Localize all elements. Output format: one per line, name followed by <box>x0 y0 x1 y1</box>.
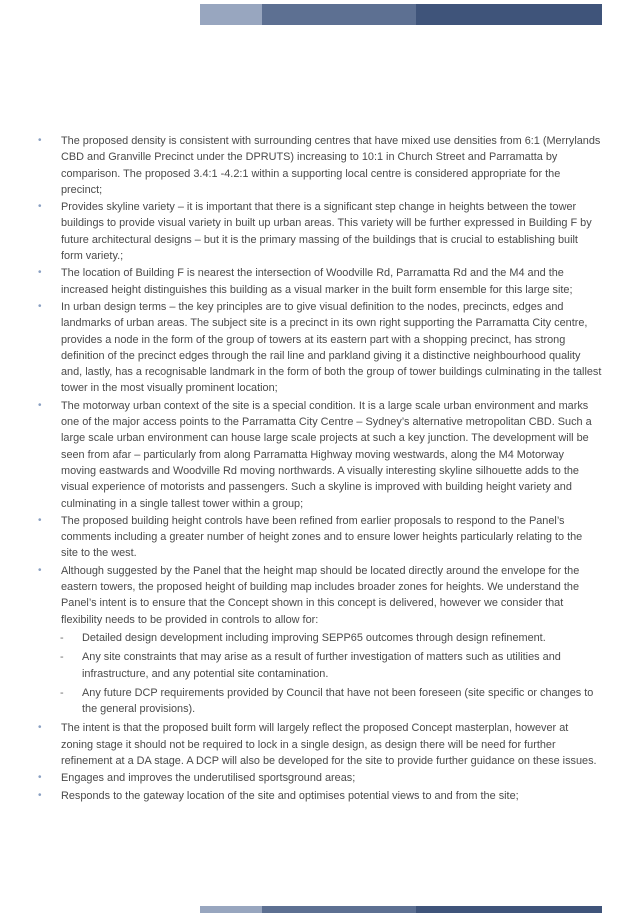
list-item: • The proposed density is consistent with surrounding centres that have mixed use densities from 6:1 (Merrylands CBD and Granville Precinct under the DPRUTS) increasing to 10:1 in Church Street and Parramatta by comparison. The proposed 3.4:1 -4.2:1 within a supporting local centre is considered appropriate for the precinct; <box>38 135 601 196</box>
footer-color-bar <box>200 906 602 913</box>
bullet-icon: • <box>38 564 42 576</box>
bullet-icon: • <box>38 135 42 146</box>
bullet-icon: • <box>38 772 42 784</box>
bullet-icon: • <box>38 722 42 734</box>
dash-icon: - <box>60 631 64 644</box>
list-item: • The location of Building F is nearest the intersection of Woodville Rd, Parramatta Rd and the M4 and the increased height distinguishes this building as a visual marker in the built form ensemble for this large site; <box>38 267 573 296</box>
document-body <box>38 133 602 805</box>
sub-list-item: - Any future DCP requirements provided by Council that have not been foreseen (site specific or changes to the general provisions). <box>60 686 594 716</box>
sub-bullet-list <box>38 630 602 717</box>
list-item: • The motorway urban context of the site is a special condition. It is a large scale urban environment and marks one of the major access points to the Parramatta City Centre – Sydney’s alternative metropolitan CBD. Such a large scale urban environment can house large scale projects at such a key junction. The development will be seen from afar – particularly from along Parramatta Highway moving westwards, along the M4 Motorway moving eastwards and Woodville Rd moving northwards. A visually interesting skyline silhouette adds to the visual experience of motorists and passengers. Such a skyline is improved with building height variety and culminating in a single tallest tower within a group; <box>38 399 592 510</box>
bullet-icon: • <box>38 514 42 526</box>
dash-icon: - <box>60 651 64 664</box>
bullet-list <box>38 133 602 628</box>
list-item: • Provides skyline variety – it is important that there is a significant step change in heights between the tower buildings to provide visual variety in built up urban areas. This variety will be further expressed in Building F by future architectural designs – but it is the primary massing of the buildings that is crucial to establishing built form variety.; <box>38 201 592 263</box>
list-item: • Engages and improves the underutilised sportsground areas; <box>38 770 602 786</box>
bullet-icon: • <box>38 201 42 213</box>
bullet-icon: • <box>38 267 42 279</box>
header-color-bar <box>200 4 602 25</box>
bullet-icon: • <box>38 789 42 801</box>
footer-bar-segment-mid <box>262 906 416 913</box>
dash-icon: - <box>60 686 64 699</box>
list-item: • The proposed building height controls have been refined from earlier proposals to respond to the Panel’s comments including a greater number of height zones and to ensure lower heights particularly relating to the site to the west. <box>38 514 583 560</box>
header-bar-segment-light <box>200 4 262 25</box>
sub-list-item: - Any site constraints that may arise as a result of further investigation of matters such as utilities and infrastructure, and any potential site contamination. <box>60 651 561 680</box>
list-item: • Responds to the gateway location of the site and optimises potential views to and from the site; <box>38 788 602 804</box>
header-bar-segment-mid <box>262 4 416 25</box>
list-item: • In urban design terms – the key principles are to give visual definition to the nodes, precincts, edges and landmarks of urban areas. The subject site is a precinct in its own right supporting the Parramatta City centre, provides a node in the form of the group of towers at its eastern part with a shopping precinct, has strong definition of the precinct edges through the rail line and parkland giving it a distinctive neighbourhood quality and, lastly, has a recognisable landmark in the form of both the group of tower buildings culminating in the tallest tower in the most visually prominent location; <box>38 300 602 395</box>
sub-list-item: - Detailed design development including improving SEPP65 outcomes through design refinement. <box>38 630 602 646</box>
list-item: • Although suggested by the Panel that the height map should be located directly around the envelope for the eastern towers, the proposed height of building map includes broader zones for heights. We understand the Panel’s intent is to ensure that the Concept shown in this concept is delivered, however we consider that flexibility needs to be provided in controls to allow for: <box>38 564 580 626</box>
bullet-icon: • <box>38 300 42 312</box>
header-bar-segment-dark <box>416 4 602 25</box>
footer-bar-segment-dark <box>416 906 602 913</box>
list-item: • The intent is that the proposed built form will largely reflect the proposed Concept masterplan, however at zoning stage it should not be required to lock in a single design, as design there will be need for further refinement at a DA stage. A DCP will also be developed for the site to provide further guidance on these issues. <box>38 722 597 767</box>
bullet-list-continued <box>38 720 602 803</box>
bullet-icon: • <box>38 399 42 411</box>
footer-bar-segment-light <box>200 906 262 913</box>
